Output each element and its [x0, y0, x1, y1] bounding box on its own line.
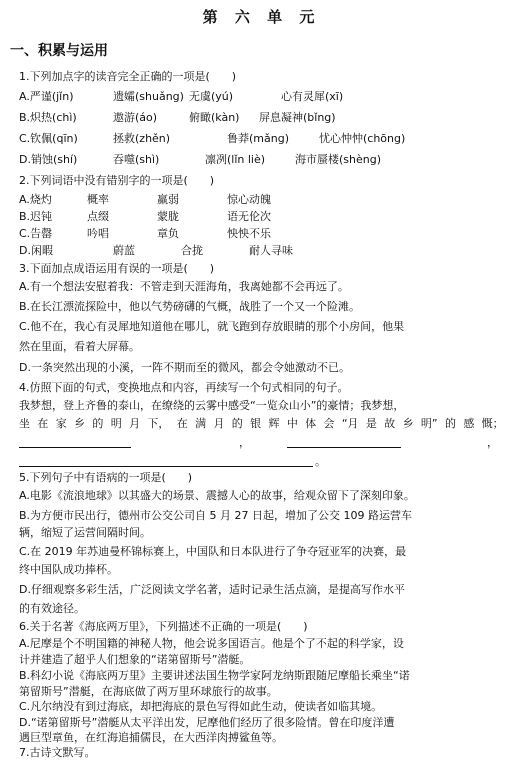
q1-d-2: 吞噬(shì)	[113, 153, 160, 166]
q5-option-b-cont: 辆，缩短了运营间隔时间。	[19, 526, 151, 539]
q4-char: 中	[286, 417, 298, 430]
q1-c-1: C.钦佩(qīn)	[19, 132, 78, 145]
q7-stem: 7.古诗文默写。	[19, 746, 96, 759]
q5-option-b: B.为方便市民出行，德州市公交公司自 5 月 27 日起，增加了公交 109 路运营车	[19, 509, 413, 522]
q2-a-4: 惊心动魄	[227, 193, 271, 206]
q2-a-1: A.烧灼	[19, 193, 52, 206]
q4-char: 下，	[147, 417, 170, 430]
q5-option-c: C.在 2019 年苏迪曼杯锦标赛上，中国队和日本队进行了争夺冠亚军的决赛，最	[19, 545, 407, 558]
q1-stem: 1.下列加点字的读音完全正确的一项是( )	[19, 70, 237, 83]
q1-c-4: 忧心忡忡(chōng)	[319, 132, 406, 145]
q4-char: 感	[463, 417, 475, 430]
q2-d-3: 合拢	[181, 244, 203, 257]
q4-stem: 4.仿照下面的句式，变换地点和内容，再续写一个句式相同的句子。	[19, 381, 349, 394]
q1-a-2: 遗孀(shuǎng)	[113, 90, 184, 103]
q4-char: 辉	[268, 417, 280, 430]
q3-option-c: C.他不在，我心有灵犀地知道他在哪儿，就飞跑到存放眼睛的那个小房间，他果	[19, 320, 405, 333]
q4-char: 乡	[402, 417, 414, 430]
q2-c-3: 章负	[157, 227, 179, 240]
q4-char: 慨；	[481, 417, 504, 430]
q1-d-4: 海市蜃楼(shèng)	[295, 153, 382, 166]
q6-option-d: D.“诺第留斯号”潜艇从太平洋出发，尼摩他们经历了很多险情。曾在印度洋遭	[19, 716, 395, 729]
unit-title: 第 六 单 元	[202, 8, 321, 26]
q4-comma: ，	[239, 436, 250, 449]
q4-char: 的	[444, 417, 456, 430]
q4-period: 。	[315, 455, 326, 468]
q1-a-4: 心有灵犀(xī)	[281, 90, 344, 103]
q2-c-4: 怏怏不乐	[227, 227, 271, 240]
q1-c-2: 拯救(zhěn)	[113, 132, 171, 145]
q2-d-1: D.闲暇	[19, 244, 53, 257]
q4-char: 银	[250, 417, 262, 430]
q4-char: 月	[129, 417, 141, 430]
q3-stem: 3.下面加点成语运用有误的一项是( )	[19, 262, 215, 275]
q2-a-2: 概率	[87, 193, 109, 206]
q5-option-a: A.电影《流浪地球》以其盛大的场景、震撼人心的故事，给观众留下了深刻印象。	[19, 489, 415, 502]
q4-char: 明	[110, 417, 122, 430]
q5-option-d: D.仔细观察多彩生活，广泛阅读文学名著，适时记录生活点滴，是提高写作水平	[19, 583, 405, 596]
q4-char: 故	[384, 417, 396, 430]
q3-option-b: B.在长江漂流探险中，他以气势磅礴的气概，战胜了一个又一个险滩。	[19, 300, 361, 313]
q4-char: 在	[176, 417, 188, 430]
q4-char: 家	[55, 417, 67, 430]
q4-char: 是	[365, 417, 377, 430]
q3-option-d: D.一条突然出现的小溪，一阵不期而至的微风，都会令她激动不已。	[19, 361, 350, 374]
q4-char: 的	[231, 417, 243, 430]
q2-d-2: 蔚蓝	[113, 244, 135, 257]
q1-b-4: 屏息凝神(bǐng)	[259, 111, 336, 124]
q4-comma: ，	[487, 436, 498, 449]
q2-c-1: C.告罄	[19, 227, 53, 240]
q1-b-2: 遨游(áo)	[113, 111, 158, 124]
q6-option-a: A.尼摩是个不明国籍的神秘人物，他会说多国语言。他是个了不起的科学家，设	[19, 637, 404, 650]
q6-option-b: B.科幻小说《海底两万里》主要讲述法国生物学家阿龙纳斯跟随尼摩船长乘坐“诺	[19, 669, 410, 682]
q4-answer-blank-3[interactable]	[19, 455, 313, 467]
q6-stem: 6.关于名著《海底两万里》，下列描述不正确的一项是( )	[19, 620, 308, 633]
q4-char: 体	[305, 417, 317, 430]
q6-option-c: C.凡尔纳没有到过海底，却把海底的景色写得如此生动，使读者如临其境。	[19, 700, 383, 713]
q1-b-3: 俯瞰(kàn)	[189, 111, 240, 124]
q2-b-2: 点缀	[87, 210, 109, 223]
q6-option-a-cont: 计并建造了超乎人们想象的“诺第留斯号”潜艇。	[19, 653, 251, 666]
q1-b-1: B.炽热(chì)	[19, 111, 77, 124]
q2-stem: 2.下列词语中没有错别字的一项是( )	[19, 174, 215, 187]
q2-b-3: 蒙胧	[157, 210, 179, 223]
q4-char: 的	[92, 417, 104, 430]
q4-char: 满	[195, 417, 207, 430]
q6-option-d-cont: 遇巨型章鱼，在红海追捕儒艮，在大西洋肉搏鲨鱼等。	[19, 731, 283, 744]
q1-a-3: 无虞(yú)	[189, 90, 234, 103]
q5-stem: 5.下列句子中有语病的一项是( )	[19, 471, 193, 484]
q4-answer-blank-1[interactable]	[19, 436, 131, 448]
q4-char: 月	[213, 417, 225, 430]
q1-d-1: D.销蚀(shí)	[19, 153, 78, 166]
q5-option-d-cont: 的有效途径。	[19, 602, 85, 615]
section-heading: 一、积累与运用	[10, 43, 108, 59]
q3-option-c-cont: 然在里面，看着大屏幕。	[19, 340, 140, 353]
q2-d-4: 耐人寻味	[249, 244, 293, 257]
q4-char: 明”	[420, 417, 438, 430]
q4-example-line2	[19, 417, 504, 431]
q1-a-1: A.严谨(jǐn)	[19, 90, 74, 103]
q3-option-a: A.有一个想法安慰着我：不管走到天涯海角，我离她都不会再远了。	[19, 280, 349, 293]
q4-char: “月	[341, 417, 359, 430]
q4-char: 坐	[19, 417, 30, 430]
q2-a-3: 羸弱	[157, 193, 179, 206]
q2-c-2: 吟唱	[87, 227, 109, 240]
q4-char: 乡	[74, 417, 86, 430]
q4-answer-blank-2[interactable]	[287, 436, 401, 448]
q5-option-c-cont: 终中国队成功捧杯。	[19, 563, 118, 576]
q4-char: 在	[37, 417, 49, 430]
q4-example-line1: 我梦想，登上齐鲁的泰山，在缭绕的云雾中感受“一览众山小”的豪情；我梦想，	[19, 399, 405, 412]
q4-char: 会	[323, 417, 335, 430]
q1-d-3: 凛冽(lǐn liè)	[205, 153, 266, 166]
q2-b-4: 语无伦次	[227, 210, 271, 223]
q2-b-1: B.迟钝	[19, 210, 53, 223]
q6-option-b-cont: 第留斯号”潜艇，在海底做了两万里环球旅行的故事。	[19, 685, 278, 698]
q1-c-3: 鲁莽(mǎng)	[227, 132, 289, 145]
